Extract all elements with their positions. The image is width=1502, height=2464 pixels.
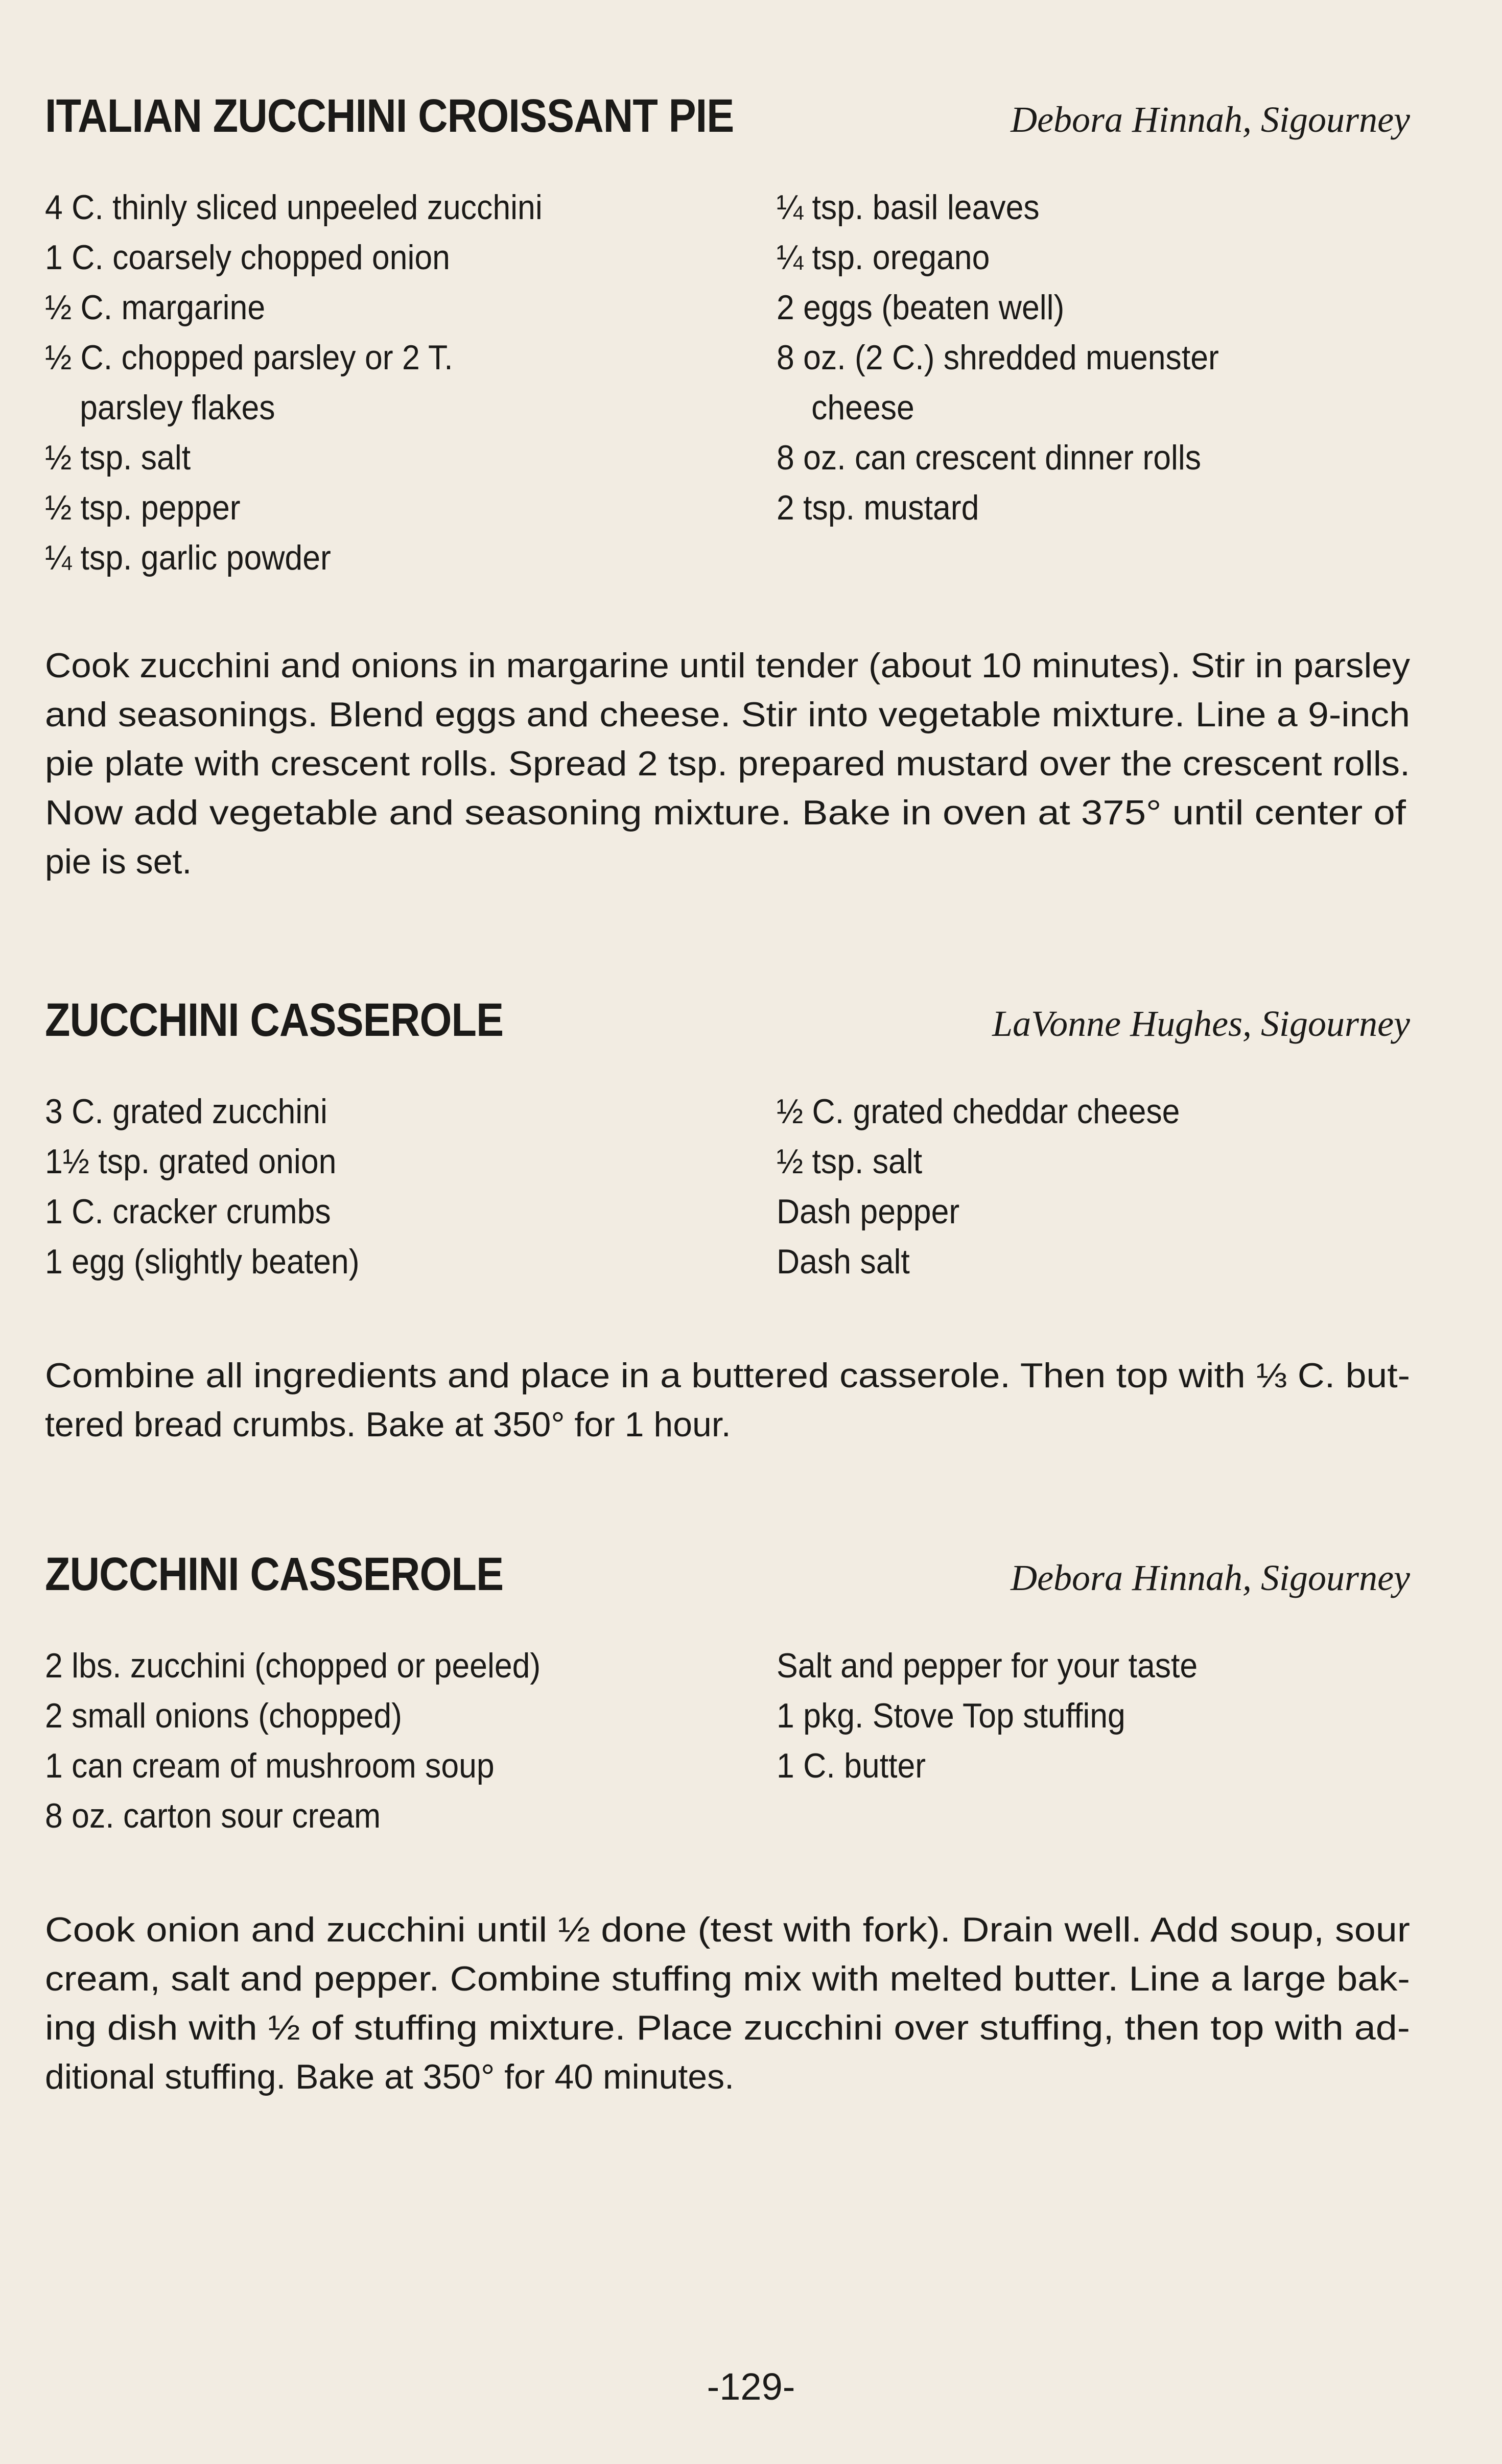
ingredient-continuation: parsley flakes bbox=[80, 388, 275, 427]
ingredient: 1½ tsp. grated onion bbox=[45, 1142, 337, 1181]
recipe-zucchini-casserole-hinnah bbox=[45, 1548, 1410, 2096]
ingredient: 1 pkg. Stove Top stuffing bbox=[777, 1696, 1125, 1735]
ingredient: Dash salt bbox=[777, 1242, 910, 1281]
ingredient: 1 C. butter bbox=[777, 1746, 926, 1785]
ingredient: Dash pepper bbox=[777, 1192, 960, 1231]
ingredients-list bbox=[45, 1641, 1410, 1845]
ingredient: 2 small onions (chopped) bbox=[45, 1696, 402, 1735]
ingredient: ½ tsp. salt bbox=[777, 1142, 923, 1181]
ingredient: 2 eggs (beaten well) bbox=[777, 288, 1065, 327]
ingredient: 8 oz. (2 C.) shredded muenster bbox=[777, 338, 1219, 377]
directions-line: Now add vegetable and seasoning mixture. Bake in oven at 375° until center of bbox=[45, 793, 1406, 832]
ingredient: 8 oz. can crescent dinner rolls bbox=[777, 438, 1202, 477]
ingredients-right-column bbox=[777, 1641, 1410, 1791]
ingredients-list bbox=[45, 1086, 1410, 1291]
recipe-title: ITALIAN ZUCCHINI CROISSANT PIE bbox=[45, 90, 734, 142]
ingredient: 1 egg (slightly beaten) bbox=[45, 1242, 360, 1281]
directions-line: cream, salt and pepper. Combine stuffing mix with melted butter. Line a large bak- bbox=[45, 1959, 1410, 1998]
ingredient: ½ tsp. salt bbox=[45, 438, 191, 477]
ingredient: ½ tsp. pepper bbox=[45, 488, 241, 527]
recipe-header bbox=[45, 89, 1410, 161]
ingredient: ¼ tsp. garlic powder bbox=[45, 538, 331, 577]
ingredient: ½ C. margarine bbox=[45, 288, 266, 327]
ingredients-left-column bbox=[45, 1086, 760, 1287]
recipe-directions bbox=[45, 1905, 1410, 2101]
ingredients-list bbox=[45, 182, 1410, 586]
recipe-header bbox=[45, 1548, 1410, 1619]
ingredient: 1 C. cracker crumbs bbox=[45, 1192, 331, 1231]
recipe-directions bbox=[45, 1351, 1410, 1449]
recipe-header bbox=[45, 993, 1410, 1065]
ingredient-continuation: cheese bbox=[811, 388, 914, 427]
ingredient: ½ C. grated cheddar cheese bbox=[777, 1092, 1180, 1131]
ingredient: 8 oz. carton sour cream bbox=[45, 1796, 381, 1835]
directions-line: tered bread crumbs. Bake at 350° for 1 hour. bbox=[45, 1405, 731, 1444]
recipe-zucchini-casserole-hughes bbox=[45, 993, 1411, 1444]
recipe-author: Debora Hinnah, Sigourney bbox=[1011, 1557, 1410, 1598]
directions-line: ditional stuffing. Bake at 350° for 40 minutes. bbox=[45, 2057, 734, 2096]
ingredient: ¼ tsp. oregano bbox=[777, 238, 990, 277]
ingredient: 1 C. coarsely chopped onion bbox=[45, 238, 450, 277]
recipe-directions bbox=[45, 641, 1410, 886]
directions-line: ing dish with ½ of stuffing mixture. Place zucchini over stuffing, then top with ad- bbox=[45, 2008, 1410, 2047]
directions-line: pie plate with crescent rolls. Spread 2 tsp. prepared mustard over the crescent rolls. bbox=[45, 744, 1411, 783]
recipe-author: Debora Hinnah, Sigourney bbox=[1011, 99, 1410, 140]
ingredient: 2 tsp. mustard bbox=[777, 488, 979, 527]
ingredients-left-column bbox=[45, 1641, 760, 1841]
ingredients-right-column bbox=[777, 1086, 1410, 1287]
page-number: -129- bbox=[707, 2365, 795, 2408]
ingredient: Salt and pepper for your taste bbox=[777, 1646, 1198, 1685]
recipe-author: LaVonne Hughes, Sigourney bbox=[992, 1003, 1410, 1044]
directions-line: Combine all ingredients and place in a buttered casserole. Then top with ⅓ C. but- bbox=[45, 1356, 1411, 1395]
ingredient: 4 C. thinly sliced unpeeled zucchini bbox=[45, 188, 543, 227]
ingredient: 3 C. grated zucchini bbox=[45, 1092, 327, 1131]
ingredients-right-column bbox=[777, 182, 1410, 533]
directions-line: and seasonings. Blend eggs and cheese. Stir into vegetable mixture. Line a 9-inch bbox=[45, 695, 1410, 734]
directions-line: Cook onion and zucchini until ½ done (test with fork). Drain well. Add soup, sour bbox=[45, 1910, 1410, 1949]
ingredients-left-column bbox=[45, 182, 760, 583]
directions-line: Cook zucchini and onions in margarine until tender (about 10 minutes). Stir in parsley bbox=[45, 646, 1411, 685]
ingredient: ½ C. chopped parsley or 2 T. bbox=[45, 338, 453, 377]
recipe-italian-zucchini-croissant-pie bbox=[45, 89, 1411, 881]
recipe-title: ZUCCHINI CASSEROLE bbox=[45, 1548, 504, 1600]
ingredient: ¼ tsp. basil leaves bbox=[777, 188, 1040, 227]
directions-line: pie is set. bbox=[45, 842, 192, 881]
ingredient: 1 can cream of mushroom soup bbox=[45, 1746, 495, 1785]
recipe-title: ZUCCHINI CASSEROLE bbox=[45, 994, 504, 1046]
ingredient: 2 lbs. zucchini (chopped or peeled) bbox=[45, 1646, 541, 1685]
